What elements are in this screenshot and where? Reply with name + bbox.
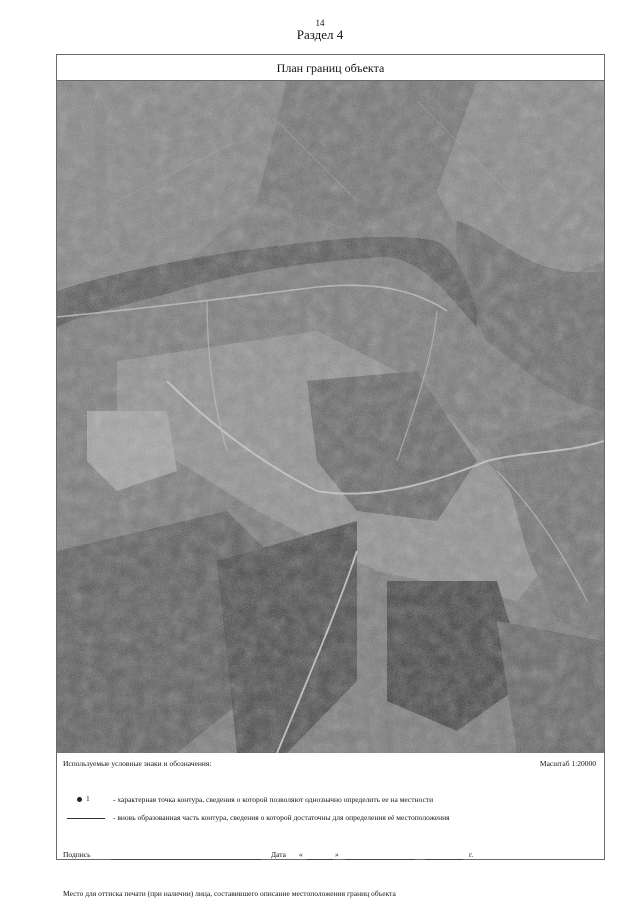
year-suffix: г.	[469, 850, 474, 859]
point-symbol-icon	[63, 795, 113, 805]
legend-heading: Используемые условные знаки и обозначения:	[63, 759, 212, 768]
document-frame	[56, 54, 605, 898]
date-month-line	[345, 859, 415, 860]
date-label: Дата	[271, 850, 286, 859]
date-day-line	[307, 859, 333, 860]
map-scale: Масштаб 1:20000	[539, 759, 596, 768]
line-symbol-icon	[63, 813, 113, 823]
legend-item-text: - вновь образованная часть контура, сведения о которой достаточны для определения её местоположения	[113, 813, 450, 822]
signature-row	[63, 850, 593, 862]
satellite-map	[57, 81, 604, 753]
legend-item-text: - характерная точка контура, сведения о которой позволяют однозначно определить ее на местности	[113, 795, 434, 804]
section-title: Раздел 4	[296, 27, 344, 42]
point-symbol-label: 1	[86, 794, 90, 803]
date-quote-open: «	[299, 850, 303, 859]
stamp-placeholder: Место для оттиска печати (при наличии) лица, составившего описание местоположения границ объекта	[63, 889, 396, 898]
page-number: 14	[315, 18, 325, 28]
signature-label: Подпись	[63, 850, 91, 859]
document-title: План границ объекта	[57, 55, 604, 81]
legend-item-line	[63, 813, 593, 823]
date-quote-close: »	[335, 850, 339, 859]
date-year-line	[425, 859, 463, 860]
legend-item-point	[63, 795, 593, 805]
signature-line	[111, 859, 261, 860]
